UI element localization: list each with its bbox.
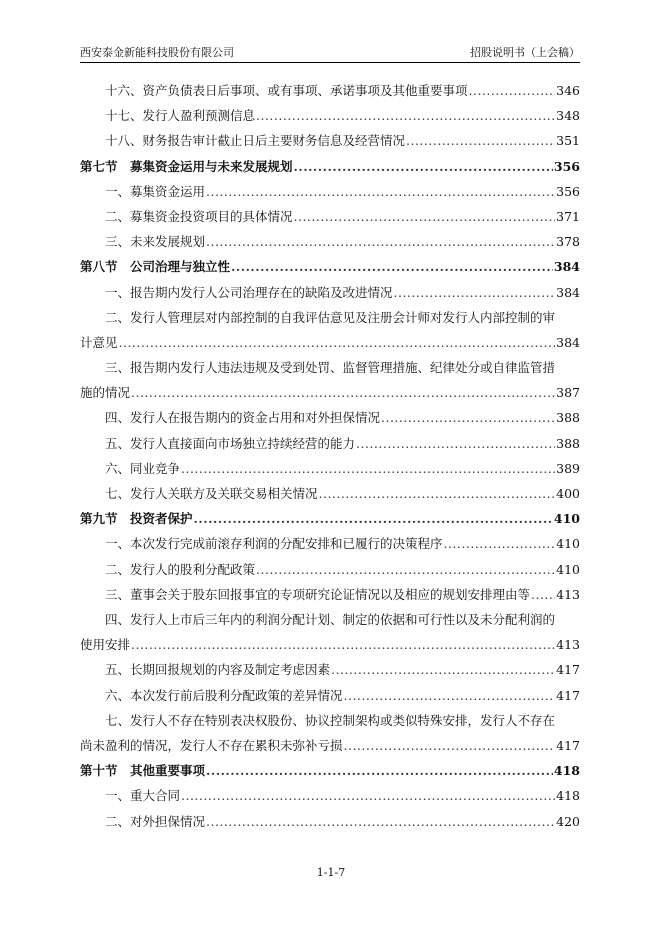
company-name: 西安泰金新能科技股份有限公司 [80,46,234,59]
toc-page-number: 346 [556,83,580,98]
toc-entry-text: 十六、资产负债表日后事项、或有事项、承诺事项及其他重要事项 [105,83,468,98]
toc-entry-text: 一、报告期内发行人公司治理存在的缺陷及改进情况 [105,284,393,300]
toc-entry[interactable] [80,229,580,254]
toc-entry-text: 七、发行人关联方及关联交易相关情况 [105,486,318,502]
dot-leader [256,103,555,128]
toc-entry[interactable] [80,128,580,153]
toc-entry-text: 第十节 其他重要事项 [80,763,206,779]
toc-entry-text: 三、未来发展规划 [105,234,206,250]
toc-section-heading[interactable] [80,506,580,531]
toc-entry[interactable] [80,179,580,204]
dot-leader [394,280,556,305]
toc-page-number: 420 [556,813,580,829]
toc-entry-text: 第七节 募集资金运用与未来发展规划 [80,158,293,174]
toc-entry[interactable] [80,708,580,758]
toc-entry-text: 二、发行人的股利分配政策 [105,561,256,577]
toc-entry-text: 二、对外担保情况 [105,813,206,829]
toc-page-number: 389 [556,460,580,476]
toc-entry-text: 三、董事会关于股东回报事宜的专项研究论证情况以及相应的规划安排理由等 [105,586,531,602]
toc-entry-text: 六、同业竞争 [105,460,181,476]
toc-entry[interactable] [80,481,580,506]
toc-entry-text: 六、本次发行前后股利分配政策的差异情况 [105,687,343,703]
dot-leader [356,431,555,456]
toc-entry-text-line1: 四、发行人上市后三年内的利润分配计划、制定的依据和可行性以及未分配利润的 [105,611,556,627]
dot-leader [206,179,555,204]
toc-entry[interactable] [80,405,580,430]
dot-leader [294,154,553,179]
dot-leader [469,78,556,103]
toc-entry-text: 五、发行人直接面向市场独立持续经营的能力 [105,435,356,451]
toc-page-number: 413 [556,586,580,602]
toc-entry-text: 十八、财务报告审计截止日后主要财务信息及经营情况 [105,133,406,149]
dot-leader [531,582,555,607]
dot-leader [406,128,555,153]
toc-page-number: 384 [556,284,580,300]
toc-page-number: 417 [556,687,580,703]
toc-entry[interactable] [80,78,580,103]
toc-page-number: 387 [556,385,580,401]
toc-entry-text: 十七、发行人盈利预测信息 [105,108,256,124]
toc-entry-text: 一、重大合同 [105,788,181,804]
dot-leader [206,758,553,783]
dot-leader [181,783,555,808]
toc-entry-text-line1: 七、发行人不存在特别表决权股份、协议控制架构或类似特殊安排，发行人不存在 [105,712,556,728]
dot-leader [131,632,555,657]
toc-entry-text-line2: 施的情况 [80,385,131,401]
toc-page-number: 400 [556,486,580,502]
toc-entry[interactable] [80,103,580,128]
dot-leader [206,809,555,834]
toc-entry[interactable] [80,456,580,481]
dot-leader [444,531,556,556]
toc-entry[interactable] [80,305,580,355]
toc-page-number: 418 [556,788,580,804]
toc-entry-text-line2: 尚未盈利的情况，发行人不存在累积未弥补亏损 [80,737,343,753]
dot-leader [331,657,555,682]
toc-entry[interactable] [80,607,580,657]
toc-entry[interactable] [80,204,580,229]
dot-leader [256,557,555,582]
dot-leader [344,733,556,758]
toc-entry[interactable] [80,280,580,305]
toc-section-heading[interactable] [80,758,580,783]
toc-entry[interactable] [80,582,580,607]
toc-page-number: 371 [556,208,580,224]
toc-page-number: 348 [556,108,580,124]
toc-page-number: 413 [556,637,580,653]
toc-entry-text: 二、募集资金投资项目的具体情况 [105,208,293,224]
dot-leader [344,683,556,708]
toc-entry-text: 第九节 投资者保护 [80,511,193,527]
page-header [80,44,580,62]
toc-page-number: 384 [553,259,580,275]
toc-entry-text: 一、募集资金运用 [105,183,206,199]
toc-entry-text-line2: 使用安排 [80,637,131,653]
dot-leader [206,229,555,254]
header-divider [80,62,580,63]
dot-leader [319,481,556,506]
toc-page-number: 356 [556,183,580,199]
document-title: 招股说明书（上会稿） [470,46,580,59]
toc-entry[interactable] [80,657,580,682]
toc-entry-text-line1: 二、发行人管理层对内部控制的自我评估意见及注册会计师对发行人内部控制的审 [105,309,556,325]
toc-entry-text: 一、本次发行完成前滚存利润的分配安排和已履行的决策程序 [105,536,443,552]
toc-page-number: 388 [556,410,580,426]
toc-page-number: 410 [556,561,580,577]
toc-page-number: 417 [556,737,580,753]
dot-leader [131,380,555,405]
toc-entry[interactable] [80,783,580,808]
toc-page-number: 417 [556,662,580,678]
dot-leader [294,204,556,229]
toc-page-number: 351 [556,133,580,149]
toc-entry[interactable] [80,683,580,708]
toc-entry-text: 第八节 公司治理与独立性 [80,259,231,275]
table-of-contents [80,78,580,834]
toc-section-heading[interactable] [80,254,580,279]
toc-entry-text-line1: 三、报告期内发行人违法违规及受到处罚、监督管理措施、纪律处分或自律监管措 [105,360,556,376]
dot-leader [194,506,553,531]
page-number: 1-1-7 [316,866,346,879]
toc-entry-text: 四、发行人在报告期内的资金占用和对外担保情况 [105,410,381,426]
toc-entry[interactable] [80,557,580,582]
dot-leader [181,456,555,481]
toc-entry[interactable] [80,355,580,405]
toc-page-number: 356 [553,158,580,174]
toc-page-number: 388 [556,435,580,451]
toc-entry[interactable] [80,809,580,834]
toc-page-number: 410 [556,536,580,552]
toc-section-heading[interactable] [80,154,580,179]
toc-page-number: 410 [553,511,580,527]
toc-entry[interactable] [80,431,580,456]
dot-leader [231,254,553,279]
toc-entry[interactable] [80,531,580,556]
dot-leader [381,405,555,430]
toc-entry-text: 五、长期回报规划的内容及制定考虑因素 [105,662,331,678]
toc-entry-text-line2: 计意见 [80,334,118,350]
toc-page-number: 378 [556,234,580,250]
dot-leader [119,330,556,355]
toc-page-number: 418 [553,763,580,779]
toc-page-number: 384 [556,334,580,350]
